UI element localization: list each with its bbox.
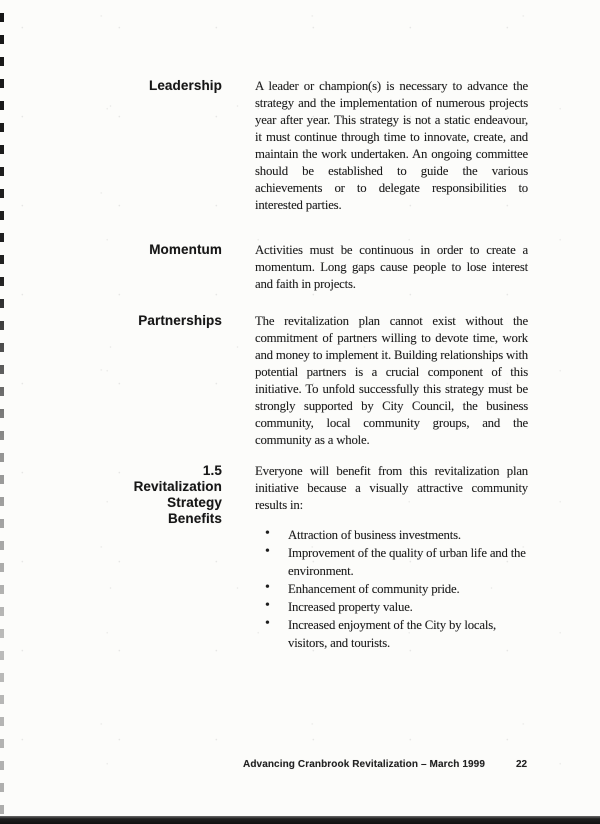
paragraph-partnerships: The revitalization plan cannot exist without the commitment of partners willing to devote time, work and money to implement it. Building relationships with potential partners is a crucial component of this initiative. To unfold successfully this strategy must be strongly supported by City Council, the business community, local community groups, and the community as a whole.: [255, 314, 528, 447]
benefits-list: [255, 526, 528, 652]
benefit-item: • Improvement of the quality of urban life and the environment.: [255, 544, 528, 580]
section-heading-partnerships: Partnerships: [138, 313, 222, 328]
benefit-item: • Increased enjoyment of the City by locals, visitors, and tourists.: [255, 616, 528, 652]
heading-line-revitalization: Revitalization: [133, 479, 222, 494]
section-body-momentum: [255, 242, 528, 293]
page-number: 22: [516, 759, 528, 770]
section-body-benefits: [255, 463, 528, 652]
section-heading-momentum: Momentum: [149, 242, 222, 257]
section-momentum: [40, 242, 600, 293]
benefit-item: • Enhancement of community pride.: [255, 580, 528, 598]
section-partnerships: [40, 313, 600, 449]
section-heading-leadership: Leadership: [148, 78, 222, 93]
paragraph-leadership: A leader or champion(s) is necessary to advance the strategy and the implementation of numerous projects year after year. This strategy is not a static endeavour, it must continue through time to innovate, create, and maintain the work undertaken. An ongoing committee should be established to guide the various achievements or to delegate responsibilities to interested parties.: [255, 79, 528, 212]
section-body-partnerships: [255, 313, 528, 449]
section-body-leadership: [255, 78, 528, 214]
footer-title: Advancing Cranbrook Revitalization – March 1999: [243, 759, 485, 770]
benefit-item: • Increased property value.: [255, 598, 528, 616]
page-footer: [0, 759, 600, 775]
section-leadership: [40, 78, 600, 214]
section-revitalization-strategy-benefits: [40, 463, 600, 652]
benefit-item: • Attraction of business investments.: [255, 526, 528, 544]
binding-holes: [0, 0, 4, 824]
heading-line-number: 1.5: [202, 463, 222, 478]
paragraph-momentum: Activities must be continuous in order to create a momentum. Long gaps cause people to lose interest and faith in projects.: [255, 243, 528, 291]
heading-line-benefits: Benefits: [167, 511, 222, 526]
heading-line-strategy: Strategy: [167, 495, 222, 510]
section-heading-benefits: [40, 463, 222, 527]
paragraph-benefits-intro: Everyone will benefit from this revitalization plan initiative because a visually attractive community results in:: [255, 464, 528, 512]
scan-edge-bottom: [0, 816, 600, 824]
